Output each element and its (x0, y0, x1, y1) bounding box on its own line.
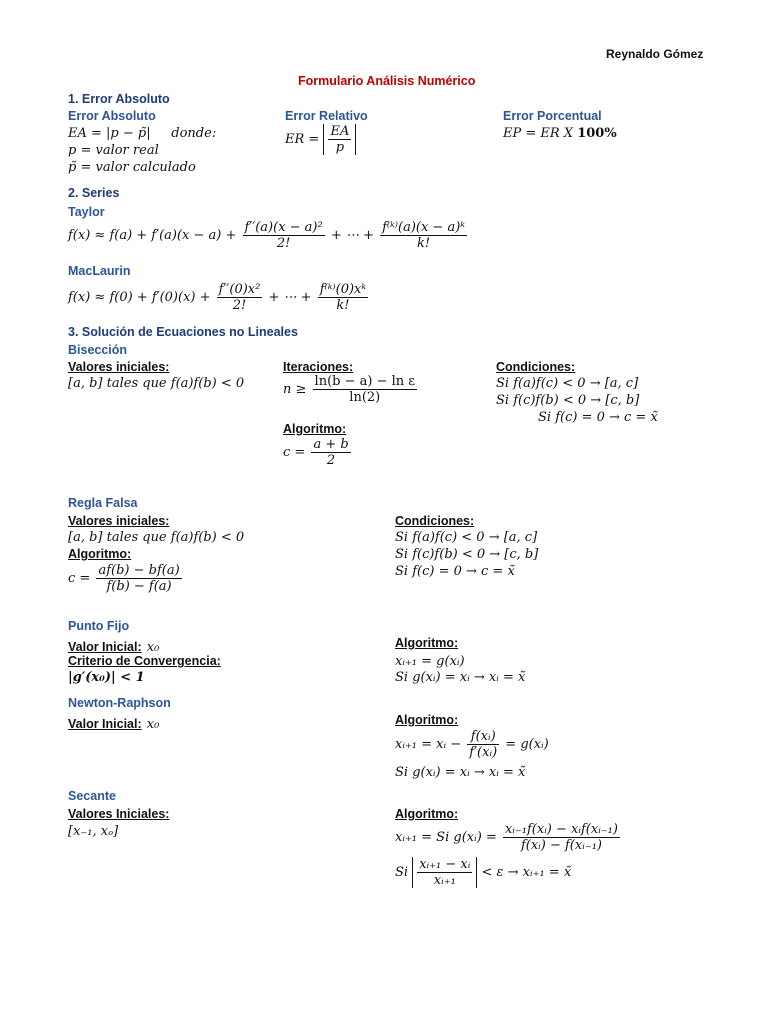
punto-fijo-alg-2: Si g(xᵢ) = xᵢ → xᵢ = x̃ (395, 670, 526, 685)
author-name: Reynaldo Gómez (606, 47, 704, 61)
regla-falsa-alg-label: Algoritmo: (68, 547, 132, 561)
biseccion-cond-2: Si f(c)f(b) < 0 → [c, b] (496, 393, 640, 408)
error-porcentual-formula: EP = ER X 100% (503, 126, 617, 141)
newton-raphson-alg-label: Algoritmo: (395, 713, 459, 727)
taylor-label: Taylor (68, 205, 105, 219)
secante-vi-formula: [x₋₁, xₒ] (68, 824, 119, 839)
maclaurin-formula: f(x) ≈ f(0) + f′(0)(x) + $\frac{\text{f′′(0)x²}}{2!}$ + ⋯ + $\frac{\text{f⁽ᵏ⁾(0)xᵏ}}{k!}$ (68, 282, 367, 313)
regla-falsa-alg-formula: c = $\frac{af(b) - bf(a)}{f(b) - f(a)}$ (68, 563, 180, 594)
secante-stop-formula: Si $\frac{\text{xᵢ₊₁ − xᵢ}}{\text{xᵢ₊₁}}$ < ε → xᵢ₊₁ = x̃ (395, 857, 572, 888)
error-absoluto-label: Error Absoluto (68, 109, 156, 123)
secante-alg-label: Algoritmo: (395, 807, 459, 821)
biseccion-label: Bisección (68, 343, 128, 357)
error-porcentual-label: Error Porcentual (503, 109, 602, 123)
valor-calculado-def: p̃ = valor calculado (68, 160, 196, 175)
section-1-heading: 1. Error Absoluto (68, 92, 170, 106)
regla-falsa-vi-formula: [a, b] tales que f(a)f(b) < 0 (68, 530, 245, 545)
biseccion-cond-1: Si f(a)f(c) < 0 → [a, c] (496, 376, 639, 391)
regla-falsa-cond-label: Condiciones: (395, 514, 475, 528)
regla-falsa-cond-1: Si f(a)f(c) < 0 → [a, c] (395, 530, 538, 545)
biseccion-cond-label: Condiciones: (496, 360, 576, 374)
secante-alg-formula: xᵢ₊₁ = Si g(xᵢ) = $\frac{\text{xᵢ₋₁f(xᵢ) − xᵢf(xᵢ₋₁)}}{\text{f(xᵢ) − f(xᵢ₋₁)}}$ (395, 822, 618, 853)
secante-vi-label: Valores Iniciales: (68, 807, 170, 821)
newton-raphson-alg-formula: xᵢ₊₁ = xᵢ − $\frac{\text{f(xᵢ)}}{\text{f′(xᵢ)}}$ = g(xᵢ) (395, 729, 549, 760)
section-2-heading: 2. Series (68, 186, 120, 200)
valor-real-def: p = valor real (68, 143, 159, 158)
error-absoluto-formula: EA = |p − p̃| donde: (68, 126, 217, 141)
newton-raphson-label: Newton-Raphson (68, 696, 171, 710)
punto-fijo-vi: Valor Inicial: x₀ (68, 640, 160, 655)
newton-raphson-alg-2: Si g(xᵢ) = xᵢ → xᵢ = x̃ (395, 765, 526, 780)
regla-falsa-cond-2: Si f(c)f(b) < 0 → [c, b] (395, 547, 539, 562)
biseccion-it-label: Iteraciones: (283, 360, 354, 374)
page-title: Formulario Análisis Numérico (298, 74, 476, 88)
regla-falsa-label: Regla Falsa (68, 496, 138, 510)
maclaurin-label: MacLaurin (68, 264, 131, 278)
regla-falsa-vi-label: Valores iniciales: (68, 514, 170, 528)
biseccion-cond-3: Si f(c) = 0 → c = x̃ (538, 410, 658, 425)
error-relativo-formula: ER = $\frac{EA}{p}$ (285, 124, 356, 155)
newton-raphson-vi: Valor Inicial: x₀ (68, 717, 160, 732)
biseccion-alg-label: Algoritmo: (283, 422, 347, 436)
biseccion-it-formula: n ≥ $\frac{\text{ln(b − a) − ln ε}}{\ln(2)}$ (283, 374, 416, 405)
taylor-formula: f(x) ≈ f(a) + f′(a)(x − a) + $\frac{\text{f′′(a)(x − a)²}}{2!}$ + ⋯ + $\frac{\text{f⁽ᵏ⁾(a)(x − a)ᵏ}}{k!}$ (68, 220, 466, 251)
error-relativo-label: Error Relativo (285, 109, 368, 123)
biseccion-vi-label: Valores iniciales: (68, 360, 170, 374)
punto-fijo-crit-formula: |g′(x₀)| < 1 (68, 670, 145, 685)
punto-fijo-crit-label: Criterio de Convergencia: (68, 654, 221, 668)
section-3-heading: 3. Solución de Ecuaciones no Lineales (68, 325, 298, 339)
biseccion-vi-formula: [a, b] tales que f(a)f(b) < 0 (68, 376, 245, 391)
punto-fijo-alg-label: Algoritmo: (395, 636, 459, 650)
punto-fijo-alg-1: xᵢ₊₁ = g(xᵢ) (395, 654, 465, 669)
regla-falsa-cond-3: Si f(c) = 0 → c = x̃ (395, 564, 515, 579)
punto-fijo-label: Punto Fijo (68, 619, 130, 633)
secante-label: Secante (68, 789, 116, 803)
biseccion-alg-formula: c = $\frac{a + b}{2}$ (283, 437, 349, 468)
